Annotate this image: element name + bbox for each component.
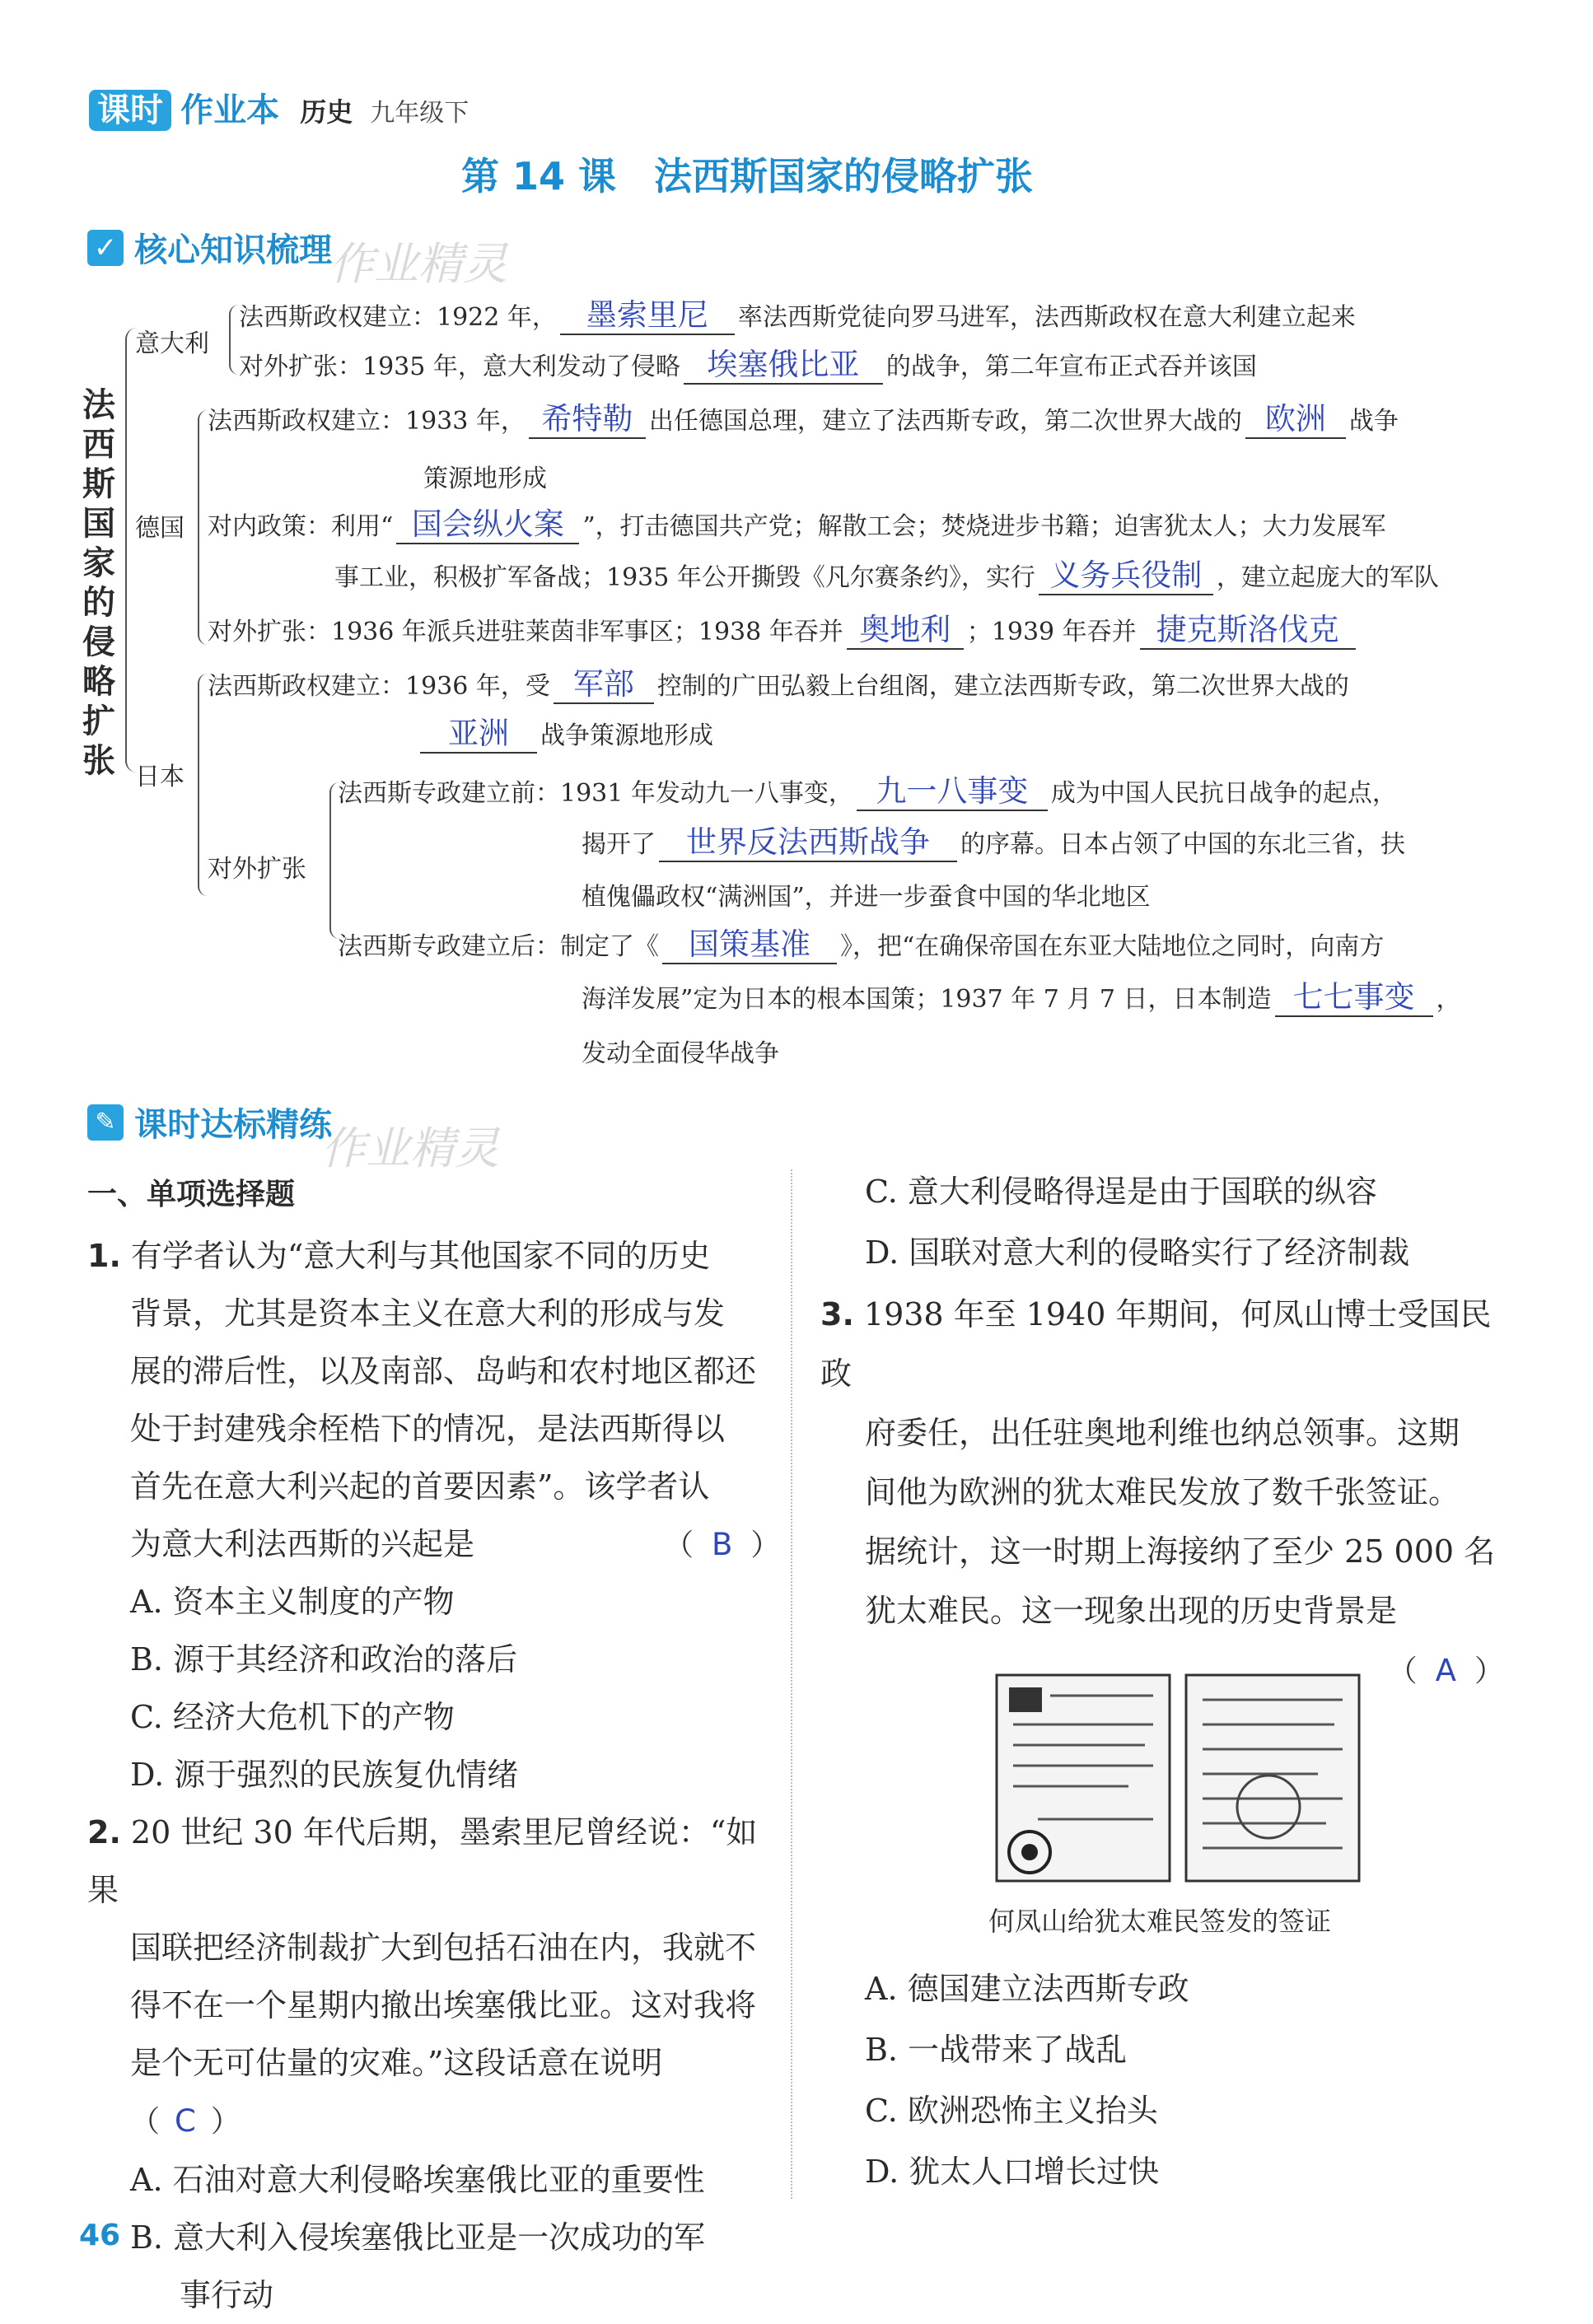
q2-option: A. 石油对意大利侵略埃塞俄比亚的重要性 (130, 2162, 705, 2198)
logo: 课时 (89, 90, 171, 131)
answer-blank: 国会纵火案 (396, 506, 579, 544)
after-line3: 发动全面侵华战争 (582, 1039, 779, 1068)
before-line3: 植傀儡政权“满洲国”，并进一步蚕食中国的华北地区 (582, 883, 1151, 912)
germany-label: 德国 (135, 514, 185, 543)
part-title: 一、单项选择题 (87, 1178, 296, 1211)
answer-blank: 亚洲 (420, 716, 537, 754)
answer-blank: 九一八事变 (857, 773, 1048, 811)
q1-line: 处于封建残余桎梏下的情况，是法西斯得以 (130, 1411, 726, 1447)
q3-line: 犹太难民。这一现象出现的历史背景是 (865, 1593, 1398, 1629)
grade: 九年级下 (370, 99, 469, 128)
watermark: 作业精灵 (321, 1122, 499, 1174)
answer-blank: 七七事变 (1275, 979, 1433, 1017)
answer-blank: 墨索里尼 (560, 297, 735, 335)
q2-option: 事行动 (180, 2277, 274, 2313)
germany-line2b: 事工业，积极扩军备战；1935 年公开撕毁《凡尔赛条约》，实行 义务兵役制 ，建立起庞大的军队 (334, 557, 1439, 595)
answer-blank: 国策基准 (662, 926, 837, 964)
before-line1: 法西斯专政建立前：1931 年发动九一八事变， 九一八事变 成为中国人民抗日战争的起点， (338, 772, 1397, 811)
italy-brace (229, 305, 239, 375)
q1-option: D. 源于强烈的民族复仇情绪 (130, 1757, 519, 1793)
italy-label: 意大利 (135, 329, 209, 358)
root-brace (125, 328, 137, 772)
visa-image (988, 1667, 1367, 1889)
page-number: 46 (79, 2219, 121, 2252)
before-line2: 揭开了 世界反法西斯战争 的序幕。日本占领了中国的东北三省，扶 (582, 824, 1405, 862)
q3-line: 据统计，这一时期上海接纳了至少 25 000 名 (865, 1533, 1496, 1570)
q2-option: D. 国联对意大利的侵略实行了经济制裁 (865, 1234, 1410, 1271)
expansion-label: 对外扩张 (208, 855, 306, 884)
answer-blank: 捷克斯洛伐克 (1140, 612, 1356, 650)
after-line2: 海洋发展”定为日本的根本国策；1937 年 7 月 7 日，日本制造 七七事变 ， (582, 978, 1461, 1017)
japan-line1: 法西斯政权建立：1936 年，受 军部 控制的广田弘毅上台组阁，建立法西斯专政，第二次世界大战的 (208, 665, 1349, 704)
answer-blank: 军部 (554, 666, 654, 704)
q1 (87, 1227, 781, 1804)
visa-illustration (988, 1667, 1367, 1889)
japan-brace (198, 674, 208, 896)
q3 (820, 1285, 1512, 1701)
q2-line: 得不在一个星期内撤出埃塞俄比亚。这对我将 (130, 1987, 757, 2023)
watermark: 作业精灵 (329, 238, 507, 290)
header (89, 84, 469, 130)
q1-line: 展的滞后性，以及南部、岛屿和农村地区都还 (130, 1353, 757, 1389)
lesson-title: 第 14 课 法西斯国家的侵略扩张 (461, 154, 1034, 198)
q3-option: C. 欧洲恐怖主义抬头 (865, 2093, 1158, 2129)
section1-title: 核心知识梳理 (134, 231, 333, 269)
q3-option: B. 一战带来了战乱 (865, 2032, 1128, 2068)
japan-label: 日本 (135, 763, 185, 791)
germany-line1: 法西斯政权建立：1933 年， 希特勒 出任德国总理，建立了法西斯专政，第二次世界大战的 欧洲 战争 (208, 400, 1399, 439)
book-name: 作业本 (180, 91, 280, 129)
q3-answer: （ A ） (1387, 1653, 1504, 1688)
after-line1: 法西斯专政建立后：制定了《 国策基准 》，把“在确保帝国在东亚大陆地位之同时，向南方 (338, 926, 1384, 964)
section2-header (87, 1099, 332, 1146)
checklist-icon: ✓ (87, 230, 124, 266)
section1-header (87, 224, 332, 271)
q1-line: 为意大利法西斯的兴起是 （ B ） (87, 1515, 771, 1573)
q1-option: C. 经济大危机下的产物 (130, 1699, 455, 1735)
germany-line3: 对外扩张：1936 年派兵进驻莱茵非军事区；1938 年吞并 奥地利 ；1939 年吞并 捷克斯洛伐克 (208, 611, 1359, 650)
q3-line: 3. 1938 年至 1940 年期间，何凤山博士受国民政 (820, 1296, 1492, 1392)
answer-blank: 世界反法西斯战争 (659, 824, 957, 862)
q1-option: A. 资本主义制度的产物 (130, 1584, 455, 1620)
q2-option: B. 意大利入侵埃塞俄比亚是一次成功的军 (130, 2219, 706, 2256)
q1-line: 背景，尤其是资本主义在意大利的形成与发 (130, 1295, 726, 1332)
answer-blank: 欧洲 (1245, 401, 1346, 439)
italy-line1: 法西斯政权建立：1922 年， 墨索里尼 率法西斯党徒向罗马进军，法西斯政权在意大利建立起来 (239, 296, 1356, 335)
q1-answer: （ B ） (664, 1527, 781, 1562)
q1-line: 首先在意大利兴起的首要因素”。该学者认 (130, 1468, 710, 1505)
q1-line: 1. 有学者认为“意大利与其他国家不同的历史 (87, 1238, 711, 1274)
italy-line2: 对外扩张：1935 年，意大利发动了侵略 埃塞俄比亚 的战争，第二年宣布正式吞并该国 (239, 346, 1257, 385)
q2-options-cont (865, 1161, 1524, 1283)
answer-blank: 义务兵役制 (1039, 558, 1213, 595)
q2-line: 是个无可估量的灾难。”这段话意在说明（ C ） (130, 2045, 663, 2139)
section2-title: 课时达标精练 (134, 1106, 333, 1144)
q3-option: A. 德国建立法西斯专政 (865, 1971, 1189, 2007)
q3-line: 间他为欧洲的犹太难民发放了数千张签证。 (865, 1474, 1460, 1510)
pencil-icon: ✎ (87, 1104, 124, 1141)
answer-blank: 希特勒 (529, 401, 646, 439)
q3-options (865, 1958, 1524, 2202)
answer-blank: 埃塞俄比亚 (684, 347, 883, 385)
germany-brace (198, 410, 208, 645)
germany-line2: 对内政策：利用“ 国会纵火案 ”，打击德国共产党；解散工会；焚烧进步书籍；迫害犹太人；大力发展军 (208, 506, 1386, 544)
q3-option: D. 犹太人口增长过快 (865, 2154, 1160, 2190)
germany-line1b: 策源地形成 (423, 464, 547, 493)
q2-option: C. 意大利侵略得逞是由于国联的纵容 (865, 1174, 1377, 1210)
japan-line1b: 亚洲 战争策源地形成 (417, 715, 713, 754)
visa-caption: 何凤山给犹太难民签发的签证 (988, 1906, 1332, 1937)
q2-line: 国联把经济制裁扩大到包括石油在内，我就不 (130, 1930, 757, 1966)
root-label: 法西斯国家的侵略扩张 (82, 385, 115, 780)
q2-answer: （ C ） (130, 2103, 241, 2139)
column-divider (791, 1169, 792, 2199)
answer-blank: 奥地利 (847, 612, 964, 650)
q2-line: 2. 20 世纪 30 年代后期，墨索里尼曾经说：“如果 (87, 1814, 758, 1908)
q2 (87, 1804, 771, 2324)
q3-line: 府委任，出任驻奥地利维也纳总领事。这期 (865, 1415, 1460, 1451)
subject: 历史 (300, 96, 353, 128)
q1-option: B. 源于其经济和政治的落后 (130, 1641, 518, 1678)
